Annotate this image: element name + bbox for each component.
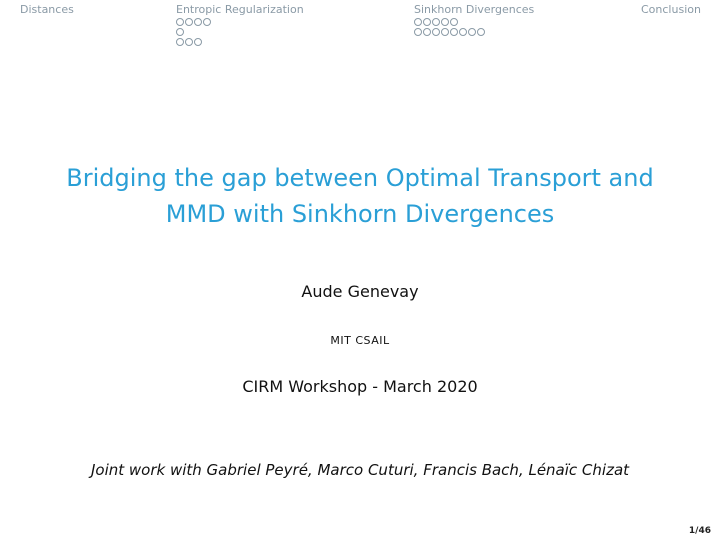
nav-label-sinkhorn-divergences[interactable]: Sinkhorn Divergences [414,3,535,16]
slide-title [0,160,720,232]
author-name: Aude Genevay [301,282,419,301]
nav-dots-subsection-1 [414,17,534,27]
slide-dot[interactable] [185,38,193,46]
slide-dot[interactable] [459,28,467,36]
slide-dot[interactable] [414,18,422,26]
page-number: 1/46 [688,526,711,536]
slide-dot[interactable] [468,28,476,36]
slide-dot[interactable] [176,28,184,36]
nav-section-conclusion[interactable] [641,3,701,17]
joint-work-credits: Joint work with Gabriel Peyré, Marco Cuturi, Francis Bach, Lénaïc Chizat [90,461,630,479]
slide-dot[interactable] [423,28,431,36]
nav-label-conclusion[interactable]: Conclusion [641,3,701,16]
slide-dot[interactable] [432,28,440,36]
institute: MIT CSAIL [330,334,390,347]
nav-label-entropic-regularization[interactable]: Entropic Regularization [176,3,304,16]
navigation-bar [0,0,720,60]
slide-dot[interactable] [477,28,485,36]
slide-dot[interactable] [441,28,449,36]
nav-section-distances[interactable] [20,3,74,17]
slide-dot[interactable] [176,38,184,46]
nav-section-sinkhorn-divergences[interactable] [414,3,534,37]
nav-dots-subsection-2 [176,27,304,37]
slide-dot[interactable] [423,18,431,26]
slide-dot[interactable] [441,18,449,26]
event-name: CIRM Workshop - March 2020 [242,377,478,396]
nav-dots-subsection-1 [176,17,304,27]
slide-title-line-2: MMD with Sinkhorn Divergences [165,200,555,228]
slide-dot[interactable] [176,18,184,26]
slide-dot[interactable] [432,18,440,26]
slide-dot[interactable] [203,18,211,26]
slide-dot[interactable] [414,28,422,36]
slide-dot[interactable] [194,18,202,26]
slide-dot[interactable] [450,28,458,36]
slide-dot[interactable] [450,18,458,26]
nav-dots-subsection-2 [414,27,534,37]
nav-section-entropic-regularization[interactable] [176,3,304,47]
nav-dots-subsection-3 [176,37,304,47]
slide-dot[interactable] [185,18,193,26]
slide-dot[interactable] [194,38,202,46]
nav-label-distances[interactable]: Distances [20,3,74,16]
slide-title-line-1: Bridging the gap between Optimal Transport and [66,164,654,192]
